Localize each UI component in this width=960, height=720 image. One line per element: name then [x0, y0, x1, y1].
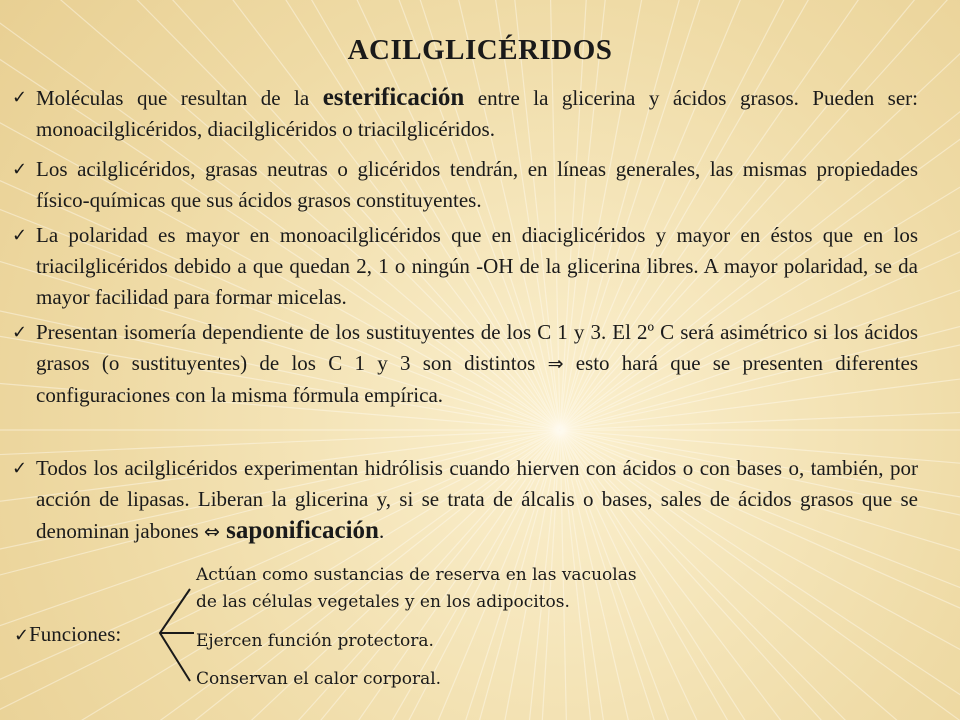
check-mark-icon: ✓ — [12, 322, 28, 343]
bullet-text: . — [378, 519, 385, 543]
check-mark-icon: ✓ — [12, 87, 28, 108]
bullet-text: Los acilglicéridos, grasas neutras o glicéridos tendrán, en líneas generales, las mismas propiedades físico-químicas que sus ácidos grasos constituyentes. — [36, 157, 918, 212]
function-item-calor: Conservan el calor corporal. — [196, 669, 442, 689]
bullet-text: Presentan isomería dependiente de los sustituyentes de los C 1 y 3. El 2º C será asimétrico si los ácidos grasos (o sustituyentes) de los C 1 y 3 son distintos — [36, 320, 918, 375]
keyword-esterificacion: esterificación — [322, 84, 465, 111]
page-title: ACILGLICÉRIDOS — [347, 34, 613, 66]
functions-label — [14, 622, 121, 647]
bullet-esterificacion — [12, 82, 918, 145]
bullet-text: Moléculas que resultan de la — [36, 86, 323, 110]
function-item-reserva: Actúan como sustancias de reserva en las vacuolas — [196, 565, 637, 585]
function-item-protectora: Ejercen función protectora. — [196, 631, 434, 651]
bullet-polaridad — [12, 220, 918, 313]
check-mark-icon: ✓ — [12, 458, 28, 479]
function-item-reserva-cont: de las células vegetales y en los adipocitos. — [196, 592, 570, 612]
bullet-propiedades — [12, 154, 918, 216]
check-mark-icon: ✓ — [14, 625, 30, 646]
check-mark-icon: ✓ — [12, 159, 28, 180]
bullet-text: La polaridad es mayor en monoacilglicéridos que en diaciglicéridos y mayor en éstos que en los triacilglicéridos debido a que quedan 2, 1 o ningún -OH de la glicerina libres. A mayor polaridad, se da mayor facilidad para formar micelas. — [36, 223, 918, 309]
check-mark-icon: ✓ — [12, 225, 28, 246]
bullet-isomeria — [12, 317, 918, 411]
bracket-icon — [150, 585, 196, 685]
double-arrow-left-right-icon: ⇔ — [203, 521, 220, 543]
functions-label-text: Funciones: — [29, 622, 122, 646]
bullet-text: entre la glicerina y ácidos grasos. Pueden ser: monoacilglicéridos, diacilglicéridos o triacilglicéridos. — [36, 86, 918, 141]
keyword-saponificacion: saponificación — [219, 517, 379, 544]
bullet-text: esto hará que se presenten diferentes configuraciones con la misma fórmula empírica. — [36, 351, 918, 407]
bullet-text: Todos los acilglicéridos experimentan hidrólisis cuando hierven con ácidos o con bases o, también, por acción de lipasas. Liberan la glicerina y, si se trata de álcalis o bases, sales de ácidos grasos que se denominan jabones — [36, 456, 918, 543]
bullet-hidrolisis — [12, 453, 918, 548]
double-arrow-right-icon: ⇒ — [547, 353, 564, 375]
